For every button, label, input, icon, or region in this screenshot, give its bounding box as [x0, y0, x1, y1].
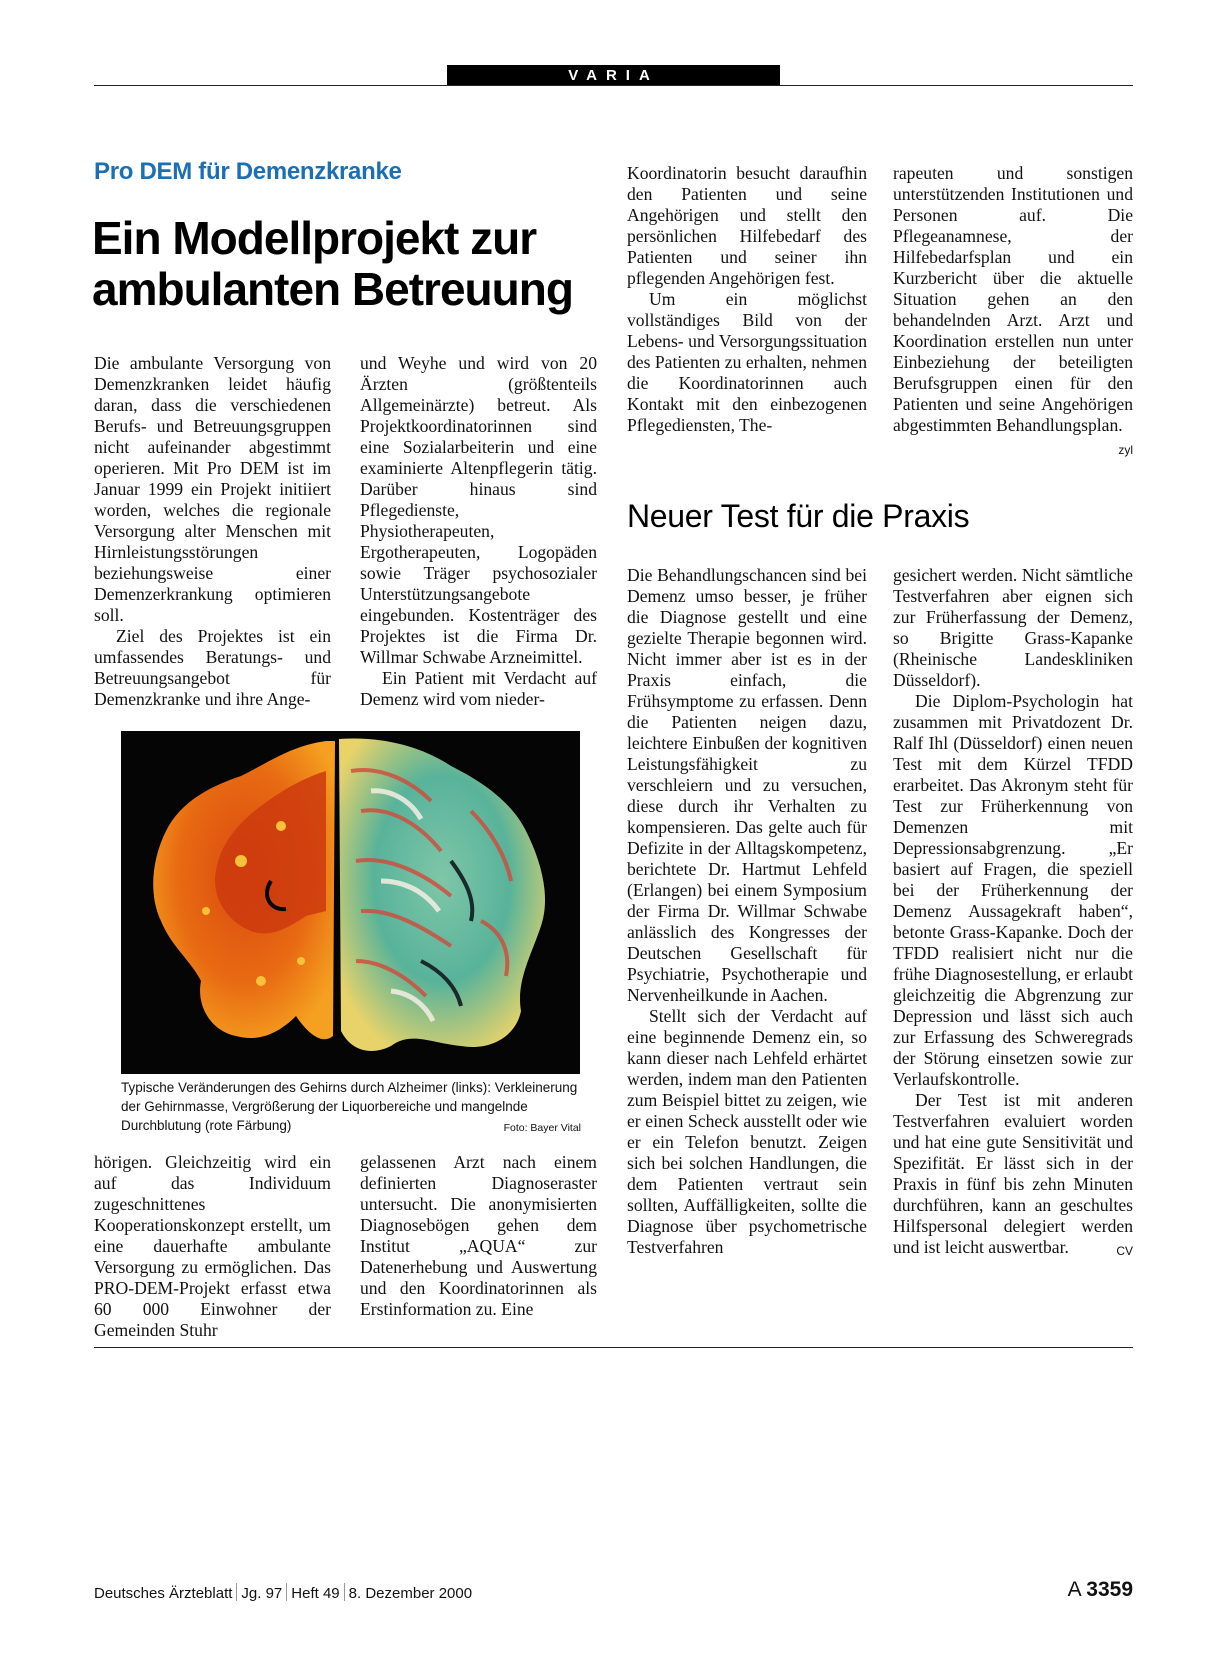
page-number-value: 3359 — [1086, 1578, 1133, 1601]
issue: Heft 49 — [291, 1585, 340, 1602]
paragraph: Ein Patient mit Verdacht auf Demenz wird vom nieder- — [360, 668, 597, 709]
article1-col1-bottom — [94, 1152, 331, 1341]
separator — [344, 1583, 345, 1601]
paragraph: Die Behandlungschancen sind bei Demenz umso besser, je früher die Diagnose gestellt und eine gezielte Therapie begonnen wird. Nicht immer aber ist es in der Praxis einfach, die Frühsymptome zu erfassen. Denn die Patienten neigen dazu, leichtere Einbußen der kognitiven Leistungsfähigkeit zu verschleiern und zu versuchen, diese durch ihr Verhalten zu kompensieren. Das gelte auch für Defizite in der Alltagskompetenz, berichtete Dr. Hartmut Lehfeld (Erlangen) bei einem Symposium der Firma Dr. Willmar Schwabe anlässlich des Kongresses der Deutschen Gesellschaft für Psychiatrie, Psychotherapie und Nervenheilkunde in Aachen. — [627, 565, 867, 1005]
page-prefix: A — [1067, 1578, 1081, 1601]
article2-col3 — [627, 565, 867, 1258]
paragraph: Ziel des Projektes ist ein umfassendes Beratungs- und Betreuungsangebot für Demenzkranke und ihre Ange- — [94, 626, 331, 709]
brain-scan-illustration — [121, 731, 580, 1074]
paragraph: Stellt sich der Verdacht auf eine beginnende Demenz ein, so kann dieser nach Lehfeld erhärtet werden, indem man den Patienten zum Beispiel bittet zu zeigen, wie er einen Scheck ausstellt oder wie er ein Telefon benutzt. Zeigen sich bei solchen Handlungen, die dem Patienten vertraut sein sollten, Auffälligkeiten, sollte die Diagnose über psychometrische Testverfahren — [627, 1006, 867, 1257]
issue-date: 8. Dezember 2000 — [348, 1585, 473, 1602]
article2-col4 — [893, 565, 1133, 1262]
author-signature: CV — [1116, 1244, 1133, 1258]
paragraph: Die ambulante Versorgung von Demenzkranken leidet häufig daran, dass die verschiedenen Berufs- und Betreuungsgruppen nicht aufeinander abgestimmt operieren. Mit Pro DEM ist im Januar 1999 ein Projekt initiiert worden, welches die regionale Versorgung alter Menschen mit Hirnleistungsstörungen beziehungsweise einer Demenzerkrankung optimieren soll. — [94, 353, 331, 625]
article1-col1-top — [94, 353, 331, 710]
article2-headline: Neuer Test für die Praxis — [627, 498, 970, 534]
paragraph: hörigen. Gleichzeitig wird ein auf das Individuum zugeschnittenes Kooperationskonzept erstellt, um eine dauerhafte ambulante Versorgung zu ermöglichen. Das PRO-DEM-Projekt erfasst etwa 60 000 Einwohner der Gemeinden Stuhr — [94, 1152, 331, 1340]
bottom-rule — [94, 1347, 1133, 1348]
paragraph — [893, 163, 1133, 457]
footer-citation — [94, 1583, 472, 1602]
caption-text: Typische Veränderungen des Gehirns durch Alzheimer (links): Verkleinerung der Gehirnmasse, Vergrößerung der Liquorbereiche und mangelnde Durchblutung (rote Färbung) — [121, 1080, 578, 1133]
article1-col2-bottom — [360, 1152, 597, 1320]
paragraph — [893, 1090, 1133, 1258]
page-number — [1068, 1578, 1133, 1602]
author-signature: zyl — [1118, 443, 1133, 457]
paragraph: Um ein möglichst vollständiges Bild von der Lebens- und Versorgungssituation des Patienten zu erhalten, nehmen die Koordinatorinnen auch Kontakt mit den einbezogenen Pflegediensten, The- — [627, 289, 867, 435]
brain-scan-image — [121, 731, 580, 1074]
paragraph: gelassenen Arzt nach einem definierten Diagnoseraster untersucht. Die anonymisierten Diagnosebögen gehen dem Institut „AQUA“ zur Datenerhebung und Auswertung und den Koordinatorinnen als Erstinformation zu. Eine — [360, 1152, 597, 1319]
paragraph: Koordinatorin besucht daraufhin den Patienten und seine Angehörigen und stellt den persönlichen Hilfebedarf des Patienten und seiner ihn pflegenden Angehörigen fest. — [627, 163, 867, 288]
paragraph-text: rapeuten und sonstigen unterstützenden Institutionen und Personen auf. Die Pflegeanamnese, der Hilfebedarfsplan und ein Kurzbericht über die aktuelle Situation gehen an den behandelnden Arzt. Arzt und Koordination erstellen nun unter Einbeziehung der beteiligten Berufsgruppen einen für den Patienten und seine Angehörigen abgestimmten Behandlungsplan. — [893, 163, 1133, 435]
header-rule — [94, 85, 1133, 86]
paragraph-text: Der Test ist mit anderen Testverfahren evaluiert worden und hat eine gute Sensitivität und Spezifität. Er lässt sich in der Praxis in fünf bis zehn Minuten durchführen, kann an geschultes Hilfspersonal delegiert werden und ist leicht auswertbar. — [893, 1090, 1133, 1257]
paragraph: gesichert werden. Nicht sämtliche Testverfahren aber eignen sich zur Früherfassung der Demenz, so Brigitte Grass-Kapanke (Rheinische Landeskliniken Düsseldorf). — [893, 565, 1133, 690]
photo-credit: Foto: Bayer Vital — [503, 1122, 581, 1134]
article-headline — [92, 213, 612, 315]
headline-line-2: ambulanten Betreuung — [92, 263, 573, 315]
headline-line-1: Ein Modellprojekt zur — [92, 212, 537, 264]
article1-col4 — [893, 163, 1133, 461]
separator — [236, 1583, 237, 1601]
separator — [286, 1583, 287, 1601]
figure-caption — [121, 1078, 581, 1138]
article-kicker: Pro DEM für Demenzkranke — [94, 158, 402, 185]
article1-col3 — [627, 163, 867, 436]
paragraph: Die Diplom-Psychologin hat zusammen mit Privatdozent Dr. Ralf Ihl (Düsseldorf) einen neuen Test mit dem Kürzel TFDD erarbeitet. Das Akronym steht für Test zur Früherkennung von Demenzen mit Depressionsabgrenzung. „Er basiert auf Fragen, die speziell bei der Früherkennung der Demenz Aussagekraft haben“, betonte Grass-Kapanke. Doch der TFDD realisiert nicht nur die frühe Diagnosestellung, er erlaubt gleichzeitig die Abgrenzung zur Depression und lässt sich auch zur Erfassung des Schweregrads der Störung einsetzen sowie zur Verlaufskontrolle. — [893, 691, 1133, 1089]
section-tab: VARIA — [447, 65, 780, 86]
paragraph: und Weyhe und wird von 20 Ärzten (größtenteils Allgemeinärzte) betreut. Als Projektkoordinatorinnen sind eine Sozialarbeiterin und eine examinierte Altenpflegerin tätig. Darüber hinaus sind Pflegedienste, Physiotherapeuten, Ergotherapeuten, Logopäden sowie Träger psychosozialer Unterstützungsangebote eingebunden. Kostenträger des Projektes ist die Firma Dr. Willmar Schwabe Arzneimittel. — [360, 353, 597, 667]
volume: Jg. 97 — [241, 1585, 283, 1602]
journal-name: Deutsches Ärzteblatt — [94, 1585, 233, 1602]
article1-col2-top — [360, 353, 597, 710]
